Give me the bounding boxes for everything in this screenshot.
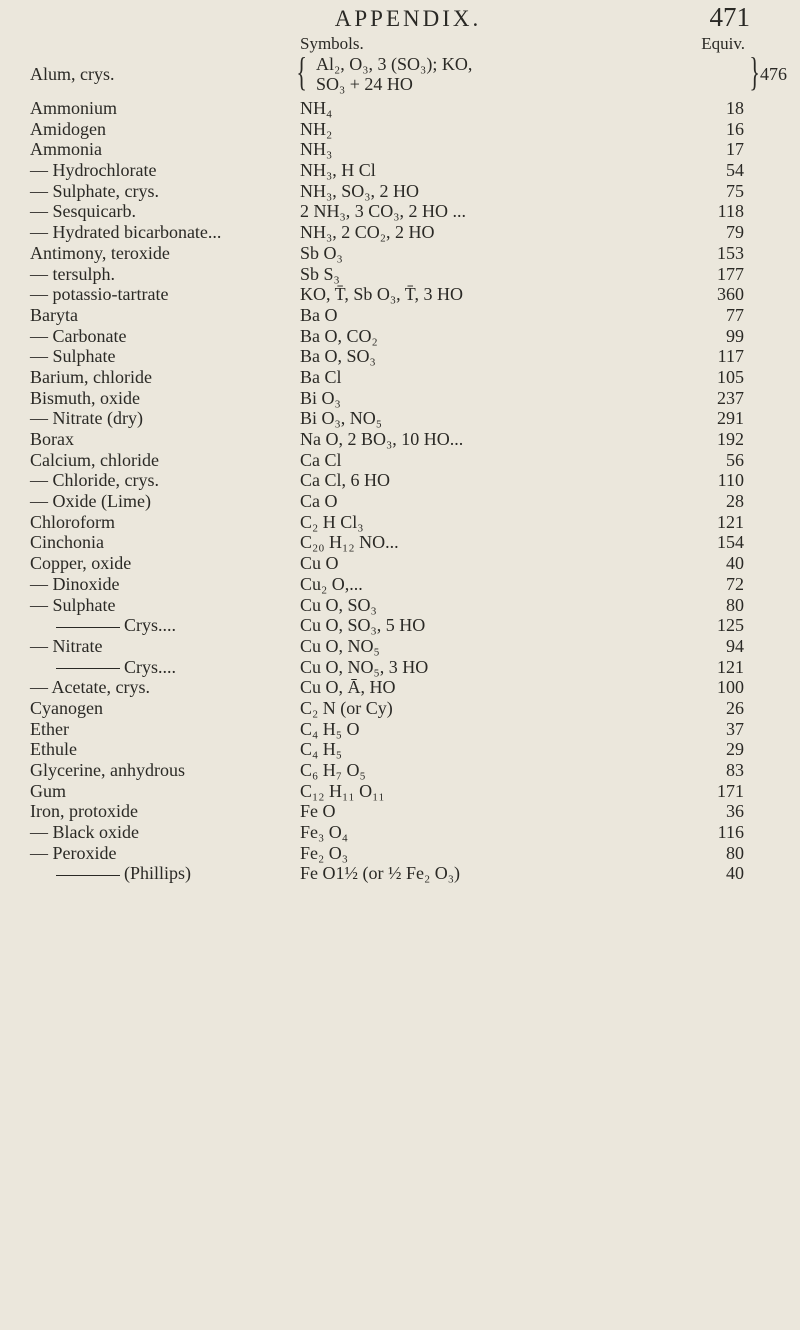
table-row bbox=[0, 781, 800, 802]
chemical-formula: NH₃, 2 CO₂, 2 HO bbox=[300, 222, 435, 243]
substance-name bbox=[30, 739, 77, 760]
substance-name-text: Copper, oxide bbox=[30, 553, 132, 574]
substance-name-text: — Sesquicarb. bbox=[30, 201, 136, 222]
substance-name-text: Barium, chloride bbox=[30, 366, 152, 387]
right-brace: } bbox=[749, 49, 760, 94]
chemical-formula: Sb S₃ bbox=[300, 263, 340, 284]
substance-name bbox=[30, 595, 116, 616]
equivalent-value: 80 bbox=[726, 842, 744, 863]
table-row bbox=[0, 739, 800, 760]
chemical-formula: Fe O1½ (or ½ Fe₂ O₃) bbox=[300, 863, 461, 884]
equivalent-value: 17 bbox=[726, 139, 744, 160]
table-row bbox=[0, 326, 800, 347]
chemical-formula: NH₃, H Cl bbox=[300, 160, 376, 181]
substance-name bbox=[30, 367, 152, 388]
substance-name-text: — Acetate, crys. bbox=[30, 677, 150, 698]
chemical-formula: Ba O bbox=[300, 304, 338, 325]
substance-name bbox=[30, 305, 78, 326]
equivalent-value: 29 bbox=[726, 739, 744, 760]
table-row bbox=[0, 698, 800, 719]
chemical-formula: Na O, 2 BO₃, 10 HO... bbox=[300, 429, 464, 449]
left-brace: { bbox=[296, 49, 307, 94]
table-row bbox=[0, 512, 800, 533]
table-row bbox=[0, 491, 800, 512]
chemical-formula: Bi O₃ bbox=[300, 387, 341, 408]
substance-name bbox=[30, 222, 221, 243]
equivalent-value: 72 bbox=[726, 573, 744, 594]
equivalent-value: 360 bbox=[717, 284, 744, 305]
chemical-formula: KO, T̄, Sb O₃, T̄, 3 HO bbox=[300, 284, 463, 305]
alum-entry bbox=[0, 49, 800, 98]
substance-name bbox=[30, 450, 159, 471]
page-header bbox=[0, 2, 800, 32]
substance-name bbox=[30, 801, 138, 822]
substance-name-text: Crys.... bbox=[124, 656, 177, 677]
table-row bbox=[0, 574, 800, 595]
substance-name-text: — potassio-tartrate bbox=[30, 284, 169, 305]
chemical-formula: C₂ N (or Cy) bbox=[300, 697, 393, 718]
substance-name-text: Ammonia bbox=[30, 139, 102, 160]
substance-name bbox=[30, 139, 102, 160]
ditto-dash bbox=[56, 875, 120, 876]
equivalent-value: 154 bbox=[717, 532, 744, 553]
substance-name bbox=[30, 698, 103, 719]
equivalent-value: 36 bbox=[726, 801, 744, 822]
substance-name-text: Bismuth, oxide bbox=[30, 387, 141, 408]
substance-name bbox=[30, 284, 168, 305]
substance-name: Alum, crys. bbox=[30, 64, 115, 84]
substance-name bbox=[30, 615, 176, 636]
equivalent-value: 40 bbox=[726, 553, 744, 574]
chemical-formula: C₄ H₅ O bbox=[300, 718, 360, 739]
chemical-formula: 2 NH₃, 3 CO₃, 2 HO ... bbox=[300, 201, 467, 222]
substance-name bbox=[30, 760, 185, 781]
substance-name bbox=[30, 781, 66, 802]
substance-name-text: — Sulphate, crys. bbox=[30, 180, 159, 201]
equivalent-value: 291 bbox=[717, 408, 744, 429]
table-row bbox=[0, 843, 800, 864]
table-row bbox=[0, 801, 800, 822]
symbols-column-header: Symbols. bbox=[300, 34, 364, 53]
substance-name-text: Antimony, teroxide bbox=[30, 242, 170, 263]
equivalent-value: 83 bbox=[726, 760, 744, 780]
substance-name bbox=[30, 677, 150, 698]
chemical-formula: Cu O bbox=[300, 553, 339, 574]
substance-name-text: (Phillips) bbox=[124, 863, 192, 884]
table-row bbox=[0, 346, 800, 367]
chemical-formula: NH₂ bbox=[300, 118, 333, 139]
substance-name bbox=[30, 843, 116, 864]
chemical-formula: Cu₂ O,... bbox=[300, 573, 363, 594]
equivalent-value: 54 bbox=[726, 160, 744, 181]
substance-name-text: — Dinoxide bbox=[30, 573, 120, 594]
substance-name bbox=[30, 346, 116, 367]
chemical-formula: C₆ H₇ O₅ bbox=[300, 760, 366, 780]
equivalent-value: 237 bbox=[717, 387, 744, 408]
substance-name-text: Ethule bbox=[30, 739, 77, 760]
equivalent-value: 171 bbox=[717, 780, 744, 801]
chemical-formula: Ca Cl bbox=[300, 449, 342, 470]
substance-name-text: Gum bbox=[30, 780, 66, 801]
table-row bbox=[0, 719, 800, 740]
substance-name bbox=[30, 532, 104, 553]
chemical-formula: C₂ H Cl₃ bbox=[300, 511, 364, 532]
table-row bbox=[0, 470, 800, 491]
substance-name-text: — Nitrate bbox=[30, 635, 103, 656]
chemical-formula: Cu O, NO₅ bbox=[300, 635, 380, 656]
chemical-formula: Ba O, CO₂ bbox=[300, 325, 378, 346]
page-number: 471 bbox=[709, 2, 750, 32]
chemical-formula: Cu O, Ā, HO bbox=[300, 677, 396, 698]
substance-name-text: — Hydrated bicarbonate... bbox=[30, 222, 222, 243]
substance-name bbox=[30, 181, 159, 202]
substance-name bbox=[30, 719, 69, 740]
equivalent-value: 77 bbox=[726, 304, 744, 325]
chemical-formula: Ca O bbox=[300, 491, 338, 512]
equivalent-value: 26 bbox=[726, 697, 744, 718]
table-row bbox=[0, 760, 800, 781]
equivalent-value: 16 bbox=[726, 118, 744, 139]
chemical-formula: Sb O₃ bbox=[300, 242, 343, 263]
equivalent-value: 40 bbox=[726, 863, 744, 884]
substance-name-text: — Sulphate bbox=[30, 594, 116, 615]
running-title: APPENDIX. bbox=[334, 6, 482, 31]
table-row bbox=[0, 822, 800, 843]
substance-name bbox=[30, 657, 176, 678]
equivalent-value: 192 bbox=[717, 429, 744, 449]
table-row bbox=[0, 636, 800, 657]
substance-name-text: Cinchonia bbox=[30, 532, 104, 553]
equivalent-value: 28 bbox=[726, 491, 744, 512]
substance-name-text: Crys.... bbox=[124, 615, 177, 636]
substance-name bbox=[30, 574, 120, 595]
ditto-dash bbox=[56, 627, 120, 628]
substance-name bbox=[30, 201, 136, 222]
substance-name-text: Ether bbox=[30, 718, 69, 739]
table-row bbox=[0, 243, 800, 264]
table-row bbox=[0, 863, 800, 884]
table-row bbox=[0, 367, 800, 388]
equivalent-value: 18 bbox=[726, 98, 744, 118]
column-headers bbox=[0, 34, 800, 54]
substance-name bbox=[30, 553, 131, 574]
chemical-formula: C₄ H₅ bbox=[300, 739, 343, 760]
table-row bbox=[0, 222, 800, 243]
equivalent-value: 121 bbox=[717, 656, 744, 677]
table-row bbox=[0, 201, 800, 222]
substance-name-text: Iron, protoxide bbox=[30, 801, 138, 822]
substance-name-text: Amidogen bbox=[30, 118, 106, 139]
table-row bbox=[0, 305, 800, 326]
substance-name-text: — tersulph. bbox=[30, 263, 115, 284]
chemical-formula: Ba O, SO₃ bbox=[300, 346, 376, 367]
chemical-formula: Bi O₃, NO₅ bbox=[300, 408, 383, 429]
chemical-formula: Cu O, SO₃, 5 HO bbox=[300, 615, 426, 636]
substance-name-text: — Oxide (Lime) bbox=[30, 491, 151, 512]
equivalent-value: 80 bbox=[726, 594, 744, 615]
table-row bbox=[0, 139, 800, 160]
equiv-column-header: Equiv. bbox=[701, 34, 745, 53]
substance-name bbox=[30, 470, 159, 491]
table-row bbox=[0, 595, 800, 616]
chemical-formula: NH₄ bbox=[300, 98, 333, 118]
equivalent-value: 116 bbox=[717, 822, 744, 843]
equivalent-value: 117 bbox=[717, 346, 744, 367]
substance-name bbox=[30, 429, 74, 450]
substance-name-text: — Nitrate (dry) bbox=[30, 408, 143, 429]
table-row bbox=[0, 553, 800, 574]
equivalent-value: 476 bbox=[760, 64, 787, 84]
chemical-formula: C₁₂ H₁₁ O₁₁ bbox=[300, 780, 385, 801]
chemical-formula: NH₃, SO₃, 2 HO bbox=[300, 180, 420, 201]
substance-name-text: Calcium, chloride bbox=[30, 449, 159, 470]
equivalent-value: 79 bbox=[726, 222, 744, 243]
table-row bbox=[0, 450, 800, 471]
table-row bbox=[0, 181, 800, 202]
table-row bbox=[0, 284, 800, 305]
substance-name bbox=[30, 491, 151, 512]
substance-name bbox=[30, 863, 191, 884]
substance-name bbox=[30, 243, 170, 264]
substance-name-text: — Carbonate bbox=[30, 325, 127, 346]
table-row bbox=[0, 388, 800, 409]
substance-name bbox=[30, 160, 156, 181]
equivalent-value: 56 bbox=[726, 449, 744, 470]
equivalent-value: 125 bbox=[717, 615, 744, 636]
table-row bbox=[0, 119, 800, 140]
substance-name-text: — Sulphate bbox=[30, 346, 116, 367]
equivalent-value: 94 bbox=[726, 635, 744, 656]
equivalent-value: 100 bbox=[717, 677, 744, 698]
equivalent-value: 99 bbox=[726, 325, 744, 346]
chemical-formula: C₂₀ H₁₂ NO... bbox=[300, 532, 399, 553]
chemical-formula: Cu O, NO₅, 3 HO bbox=[300, 656, 429, 677]
equivalent-value: 37 bbox=[726, 718, 744, 739]
table-row bbox=[0, 677, 800, 698]
equivalent-value: 110 bbox=[717, 470, 744, 491]
equivalents-table bbox=[0, 98, 800, 884]
chemical-formula: Fe O bbox=[300, 801, 336, 822]
equivalent-value: 121 bbox=[717, 511, 744, 532]
substance-name-text: — Hydrochlorate bbox=[30, 160, 157, 181]
formula-line-2: SO₃ + 24 HO bbox=[316, 74, 413, 94]
chemical-formula: Cu O, SO₃ bbox=[300, 594, 377, 615]
table-row bbox=[0, 615, 800, 636]
equivalent-value: 177 bbox=[717, 263, 744, 284]
table-row bbox=[0, 532, 800, 553]
substance-name-text: Baryta bbox=[30, 304, 78, 325]
substance-name bbox=[30, 98, 117, 119]
chemical-formula: Fe₃ O₄ bbox=[300, 822, 349, 843]
table-row bbox=[0, 160, 800, 181]
substance-name-text: — Black oxide bbox=[30, 822, 139, 843]
chemical-formula: Ca Cl, 6 HO bbox=[300, 470, 390, 491]
equivalent-value: 153 bbox=[717, 242, 744, 263]
chemical-formula: NH₃ bbox=[300, 139, 333, 160]
chemical-formula: Ba Cl bbox=[300, 366, 342, 387]
substance-name-text: Cyanogen bbox=[30, 697, 103, 718]
substance-name bbox=[30, 636, 102, 657]
table-row bbox=[0, 429, 800, 450]
substance-name-text: Borax bbox=[30, 429, 74, 449]
chemical-formula: Fe₂ O₃ bbox=[300, 842, 349, 863]
table-row bbox=[0, 657, 800, 678]
table-row bbox=[0, 408, 800, 429]
substance-name bbox=[30, 512, 115, 533]
substance-name-text: Ammonium bbox=[30, 98, 118, 118]
equivalent-value: 75 bbox=[726, 180, 744, 201]
substance-name-text: Glycerine, anhydrous bbox=[30, 760, 185, 780]
substance-name bbox=[30, 119, 106, 140]
formula-line-1: Al₂, O₃, 3 (SO₃); KO, bbox=[316, 54, 473, 74]
substance-name bbox=[30, 388, 140, 409]
substance-name bbox=[30, 408, 143, 429]
substance-name-text: Chloroform bbox=[30, 511, 115, 532]
table-row bbox=[0, 98, 800, 119]
substance-name bbox=[30, 326, 126, 347]
substance-name bbox=[30, 264, 115, 285]
substance-name bbox=[30, 822, 139, 843]
equivalent-value: 118 bbox=[717, 201, 744, 222]
substance-name-text: — Peroxide bbox=[30, 842, 117, 863]
ditto-dash bbox=[56, 668, 120, 669]
equivalent-value: 105 bbox=[717, 366, 744, 387]
table-row bbox=[0, 264, 800, 285]
substance-name-text: — Chloride, crys. bbox=[30, 470, 159, 491]
